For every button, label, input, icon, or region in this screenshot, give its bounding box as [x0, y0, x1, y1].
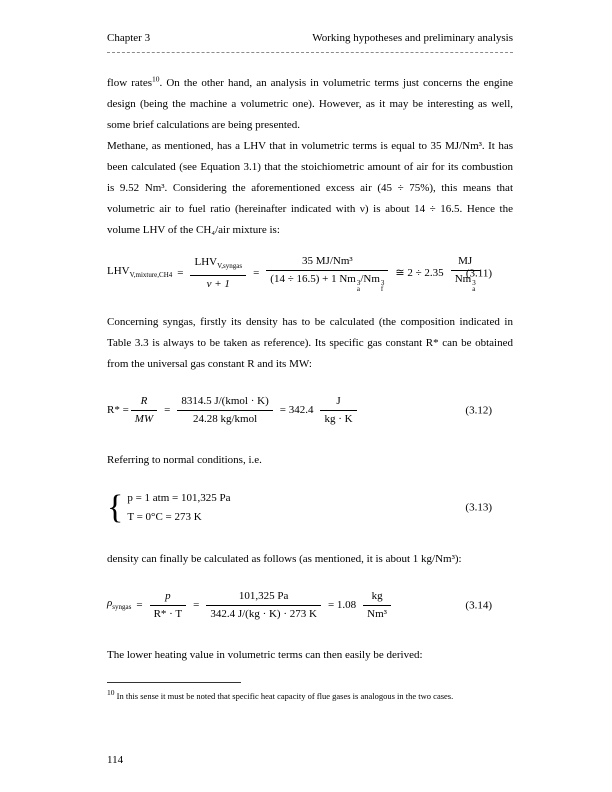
equation-number: (3.13) — [465, 501, 492, 514]
fraction-denominator — [150, 606, 187, 621]
text-run: 24.28 kg/kmol — [192, 413, 258, 425]
equation-number: (3.11) — [465, 267, 492, 279]
text-run: MJ — [458, 255, 473, 267]
text-run: p — [165, 590, 171, 602]
case-line-pressure: p = 1 atm = 101,325 Pa — [127, 492, 231, 504]
equation-3-11 — [107, 255, 513, 292]
text-run: Nm — [454, 273, 472, 285]
fraction-numerator — [320, 395, 356, 411]
page-number: 114 — [107, 754, 124, 766]
text-run: LHV — [107, 264, 130, 277]
fraction-numerator — [190, 256, 246, 276]
paragraph-flow-rates — [107, 73, 513, 136]
superscript: 3 — [472, 279, 476, 287]
text-run: 101,325 Pa — [238, 590, 289, 602]
text-run: . On the other hand, an analysis in volumetric terms just concerns the engine design (being the machine a volumetric one). However, as it may be interesting as well, some brief calculations are being presented. — [107, 77, 513, 131]
equals-sign: = — [253, 267, 260, 279]
equation-3-14 — [107, 590, 513, 621]
fraction-numerator — [131, 395, 157, 411]
paragraph-lhv-derived: The lower heating value in volumetric terms can then easily be derived: — [107, 649, 423, 661]
fraction-denominator — [131, 411, 157, 426]
subscript: V,mixture,CH4 — [129, 271, 173, 280]
cases-block — [127, 491, 230, 525]
text-run: ν + 1 — [206, 278, 230, 291]
fraction — [363, 590, 391, 621]
fraction-denominator — [190, 276, 246, 291]
fraction — [206, 590, 321, 621]
fraction — [177, 395, 272, 426]
fraction-denominator — [320, 411, 356, 426]
fraction-numerator — [177, 395, 272, 411]
eq-lhs — [107, 597, 131, 614]
paragraph-density-result: density can finally be calculated as follows (as mentioned, it is about 1 kg/Nm³): — [107, 553, 462, 565]
text-run: kg · K — [324, 413, 353, 425]
text-run: J — [336, 395, 341, 407]
equals-sign: = — [177, 267, 184, 279]
fraction — [320, 395, 356, 426]
fraction-numerator — [150, 590, 187, 606]
text-run: LHV — [194, 255, 218, 268]
equation-3-12 — [107, 395, 513, 426]
text-run: 35 MJ/Nm³ — [302, 255, 353, 267]
text-run: ρ — [107, 596, 113, 609]
running-header — [107, 32, 513, 53]
text-run: flow rates — [107, 77, 152, 89]
footnote-marker: 10 — [152, 74, 160, 84]
equals-sign: = — [136, 599, 143, 611]
equation-number: (3.14) — [465, 599, 492, 611]
paragraph-normal-conditions: Referring to normal conditions, i.e. — [107, 454, 262, 466]
fraction-denominator — [177, 411, 272, 426]
text-run: 342.4 J/(kg · K) · 273 K — [210, 608, 317, 620]
footnote — [107, 690, 513, 702]
running-header-title: Working hypotheses and preliminary analysis — [312, 32, 513, 44]
equals-result: = 342.4 — [279, 404, 314, 416]
text-run: /Nm — [360, 273, 380, 285]
equals-sign: = — [193, 599, 200, 611]
equation-number: (3.12) — [465, 404, 492, 416]
equals-result: = 1.08 — [327, 599, 357, 611]
text-run: (14 ÷ 16.5) + 1 Nm — [270, 273, 356, 285]
fraction — [266, 255, 388, 292]
footnote-text: In this sense it must be noted that specific heat capacity of flue gases is analogous in the two cases. — [114, 691, 454, 701]
approx-result: ≅ 2 ÷ 2.35 — [395, 267, 444, 279]
text-run: Nm³ — [367, 608, 387, 620]
subscript: a — [356, 285, 360, 293]
subscript: a — [472, 285, 476, 293]
left-brace: { — [107, 489, 124, 526]
text-run: MW — [134, 413, 154, 425]
running-header-chapter: Chapter 3 — [107, 32, 151, 44]
text-run: R* · T — [153, 608, 183, 620]
equation-3-13 — [107, 491, 513, 525]
fraction-denominator — [206, 606, 321, 621]
paragraph-syngas-density: Concerning syngas, firstly its density has to be calculated (the composition indicated in Table 3.3 is always to be taken as reference). Its specific gas constant R* can be obtained from the universal gas constant R and its MW: — [107, 316, 513, 370]
fraction-denominator — [266, 271, 388, 292]
text-run: R — [140, 395, 148, 407]
sup-sub-stack — [381, 280, 385, 292]
paragraph-methane: Methane, as mentioned, has a LHV that in volumetric terms is equal to 35 MJ/Nm³. It has been calculated (see Equation 3.1) that the stoichiometric amount of air for its combustion is 9.52 Nm³. Considering the aforementioned excess air (45 ÷ 75%), this means that volumetric air to fuel ratio (hereinafter indicated with ν) is about 14 ÷ 16.5. Hence the volume LHV of the CH₄/air mixture is: — [107, 140, 513, 236]
fraction-numerator — [206, 590, 321, 606]
fraction — [190, 256, 246, 291]
subscript: syngas — [112, 603, 132, 612]
eq-lhs: R* = — [107, 404, 129, 416]
subscript: V,syngas — [217, 262, 243, 271]
fraction-denominator — [363, 606, 391, 621]
superscript: 3 — [356, 279, 361, 287]
fraction — [150, 590, 187, 621]
eq-lhs — [107, 265, 172, 282]
fraction-numerator — [266, 255, 388, 271]
subscript: f — [380, 285, 384, 293]
fraction-numerator — [363, 590, 391, 606]
fraction — [131, 395, 157, 426]
sup-sub-stack — [472, 280, 476, 292]
footnote-marker: 10 — [107, 688, 115, 698]
equals-sign: = — [164, 404, 171, 416]
case-line-temperature: T = 0°C = 273 K — [127, 511, 202, 523]
footnote-separator — [107, 682, 241, 683]
text-run: kg — [371, 590, 383, 602]
superscript: 3 — [380, 279, 385, 287]
text-run: 8314.5 J/(kmol · K) — [181, 395, 269, 407]
